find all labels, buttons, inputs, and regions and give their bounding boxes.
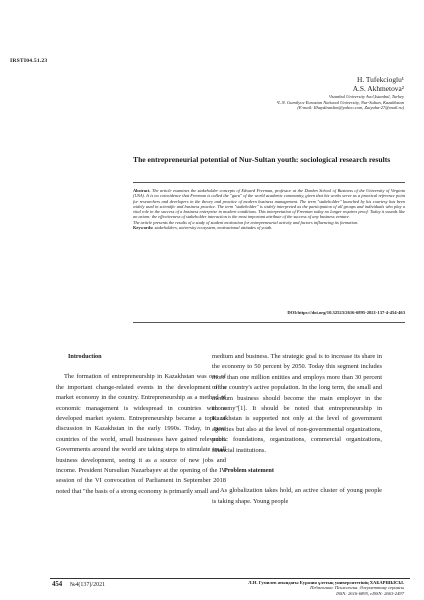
- author-name: A.S. Akhmetova²: [352, 84, 404, 93]
- affiliation: ¹Istanbul University Avcl,Istanbul, Turkey: [328, 94, 404, 99]
- body-paragraph: As globalization takes hold, an active cluster of young people is taking shape. Young people: [212, 487, 382, 505]
- right-column: [212, 352, 382, 507]
- article-title: The entrepreneurial potential of Nur-Sultan youth: sociological research results: [133, 155, 391, 164]
- abstract-text-2: The article presents the results of a study of student motivation for entrepreneurial activity and factors influencing its formation.: [133, 219, 359, 225]
- issue-number: №4(137)/2021: [69, 582, 106, 588]
- footer-page-info: [52, 581, 105, 588]
- left-column: [56, 352, 226, 497]
- author-emails: (E-mail: Ilhaydinaslim@yahoo.com, Zaiyuha-27@mail.ru): [297, 105, 404, 111]
- affiliations: [277, 94, 404, 111]
- abstract: [133, 188, 405, 230]
- irsti-code: IRSTI04.51.23: [10, 58, 48, 64]
- body-paragraph: The formation of entrepreneurship in Kazakhstan was one of the important change-related events in the development of a market economy in the country. Entrepreneurship as a method of economic management is widespread in countries with a developed market system. Entrepreneurship became a topic of discussion in Kazakhstan in the early 1990s. Today, in most countries of the world, small businesses have gained relevance. Governments around the world are taking steps to stimulate small business development, seeing it as a source of new jobs and income. President Nursultan Nazarbayev at the opening of the IV session of the VI convocation of Parliament in September 2018 noted that "the basis of a strong economy is primarily small and: [56, 373, 226, 495]
- footer-journal-info: [248, 580, 404, 596]
- footer-rule: [50, 578, 410, 579]
- section-heading-problem-statement: Problem statement: [224, 467, 274, 475]
- abstract-bottom-rule: [133, 322, 405, 323]
- issn: ISSN: 2616-6895, eISSN: 2663-2497: [336, 590, 404, 596]
- abstract-label: Abstract.: [133, 188, 151, 193]
- authors: [353, 75, 404, 93]
- journal-name: Л.Н. Гумилев атындағы Еуразия ұлттық университетінің ХАБАРШЫСЫ.: [248, 580, 404, 585]
- abstract-text: The article examines the stakeholder concepts of Edward Freeman, professor at the Darden School of Business of the University of Virginia (USA). It is no coincidence that Freeman is called the "guru" of the world academic community, given that his works serve as a practical reference point for researchers and developers in the theory and practice of modern business management. The term "stakeholder" launched by his courtesy has been widely used in scientific and business practice. The term "stakeholder" is widely interpreted as the participation of all groups and individuals who play a vital role in the success of a business enterprise in modern conditions. This interpretation of Freeman today no longer requires proof. Today it sounds like an axiom: the effectiveness of stakeholder interaction is the most important attribute of the success of any business venture.: [133, 188, 405, 220]
- page-number: 454: [52, 581, 63, 588]
- journal-series: Педагогика. Психология. Әлеуметтану сериясы: [310, 585, 404, 591]
- keywords-label: Keywords:: [133, 225, 154, 231]
- keywords: stakeholders, university ecosystem, motivational attitudes of youth.: [154, 225, 273, 231]
- affiliation: ²L.N. Gumilyov Eurasian National University, Nur-Sultan, Kazakhstan: [276, 99, 404, 105]
- author-name: H. Tufekcioglu¹: [357, 75, 404, 84]
- abstract-top-rule: [133, 182, 405, 183]
- doi-link[interactable]: DOI:https://doi.org/10.32523/2616-6895-2021-137-4-454-463: [287, 310, 405, 315]
- body-paragraph: medium and business. The strategic goal is to increase its share in the economy to 50 percent by 2050. Today this segment includes more than one million entities and employs more than 30 percent of the country's active population. In the long term, the small and medium business should become the main employer in the economy"[1]. It should be noted that entrepreneurship in Kazakhstan is supported not only at the level of government agencies but also at the level of non-governmental organizations, public foundations, organizations, commercial organizations, financial institutions.: [212, 353, 382, 454]
- section-heading-introduction: Introduction: [68, 353, 102, 360]
